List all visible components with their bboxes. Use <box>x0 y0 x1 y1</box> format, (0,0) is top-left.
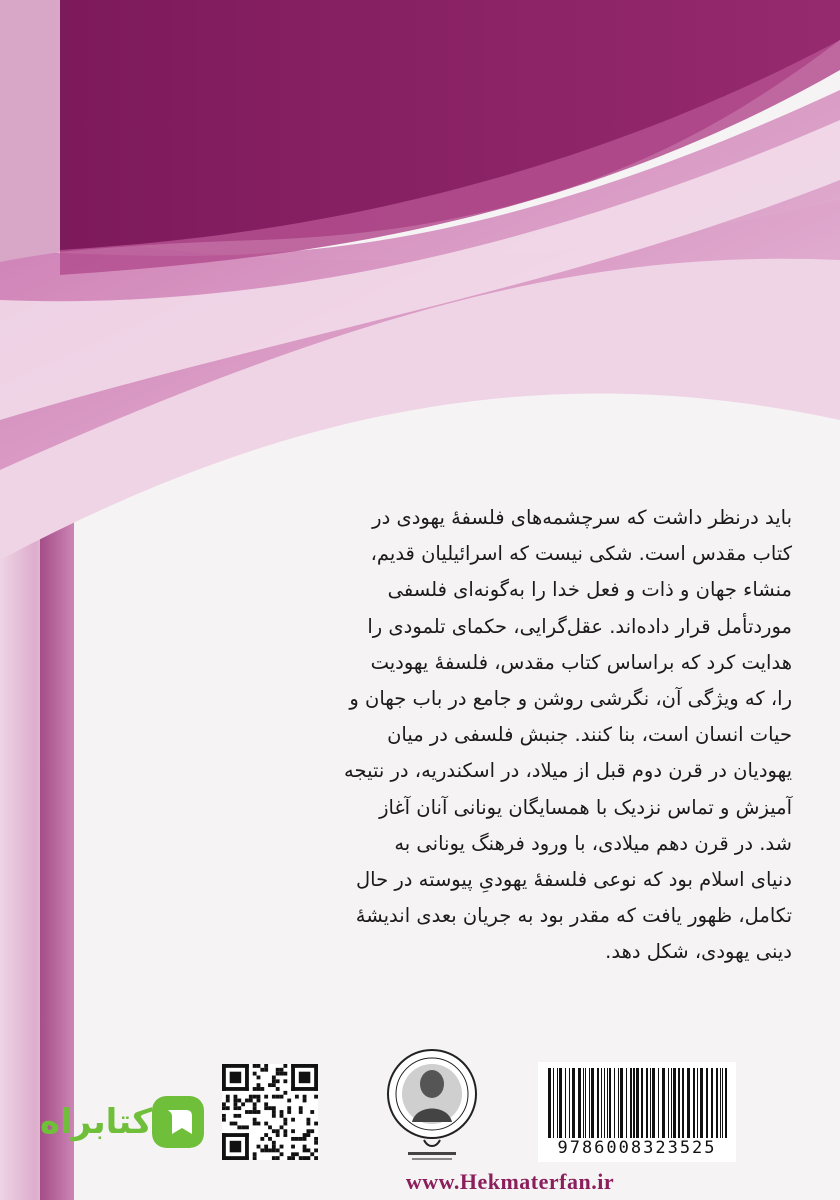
ketabrah-logo-icon <box>152 1096 204 1148</box>
paragraph-line: آمیزش و تماس نزدیک با همسایگان یونانی آنان آغاز <box>379 795 792 819</box>
isbn-barcode <box>538 1062 736 1162</box>
paragraph-line: منشاء جهان و ذات و فعل خدا را به‌گونه‌ای فلسفی <box>387 578 792 602</box>
paragraph-line: شد. در قرن دهم میلادی، با ورود فرهنگ یونانی به <box>394 831 792 855</box>
publisher-website[interactable]: www.Hekmaterfan.ir <box>405 1169 615 1194</box>
paragraph-line: یهودیان در قرن دوم قبل از میلاد، در اسکندریه، در نتیجه <box>344 759 792 783</box>
paragraph-line: حیات انسان است، بنا کنند. جنبش فلسفی در میان <box>387 723 792 747</box>
paragraph-line: باید درنظر داشت که سرچشمه‌های فلسفهٔ یهودی در <box>372 506 792 529</box>
back-cover-paragraph <box>210 500 792 971</box>
isbn-barcode-icon <box>546 1068 728 1138</box>
ketabrah-logo[interactable] <box>40 1096 220 1152</box>
qr-code-icon <box>222 1064 318 1160</box>
paragraph-line: دینی یهودی، شکل دهد. <box>605 940 792 964</box>
paragraph-line: دنیای اسلام بود که نوعی فلسفهٔ یهودیِ پیوسته در حال <box>355 868 792 892</box>
paragraph-line: موردتأمل قرار داده‌اند. عقل‌گرایی، حکمای تلمودی را <box>367 614 792 638</box>
paragraph-line: تکامل، ظهور یافت که مقدر بود به جریان بعدی اندیشهٔ <box>355 904 792 928</box>
paragraph-line: هدایت کرد که براساس کتاب مقدس، فلسفهٔ یهودیت <box>370 650 792 674</box>
publisher-seal-icon <box>384 1048 480 1164</box>
paragraph-line: را، که ویژگی آن، نگرشی روشن و جامع در باب جهان و <box>349 687 792 711</box>
store-logo-text: کتابراه <box>40 1102 153 1142</box>
paragraph-line: کتاب مقدس است. شکی نیست که اسرائیلیان قدیم، <box>370 542 792 566</box>
isbn-number: 9786008323525 <box>557 1138 717 1158</box>
